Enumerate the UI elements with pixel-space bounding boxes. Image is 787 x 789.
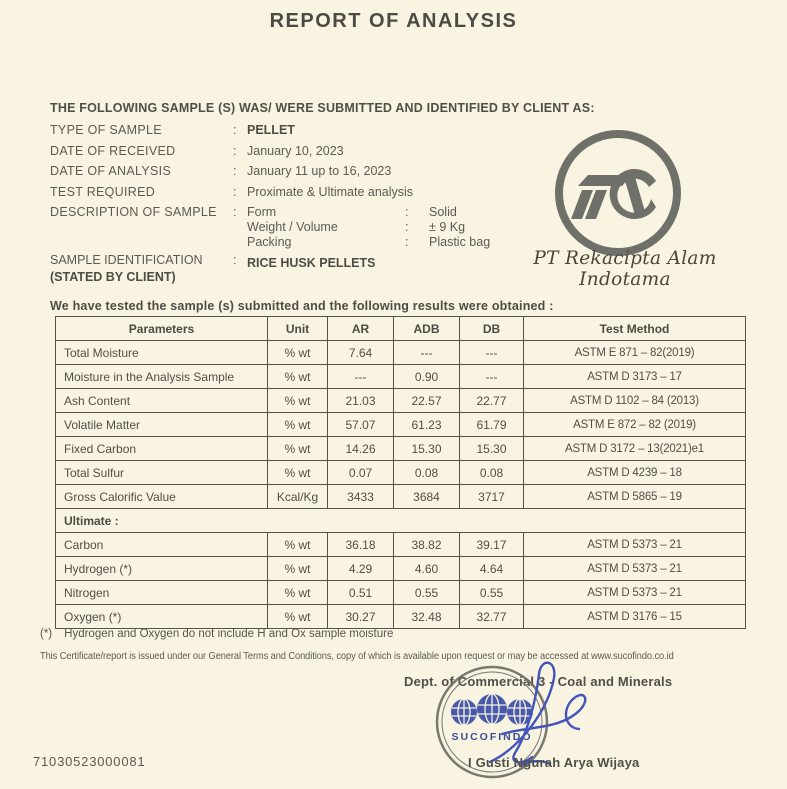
cell-ar: 0.51 xyxy=(328,581,394,605)
cell-param: Hydrogen (*) xyxy=(56,557,268,581)
cell-method: ASTM D 3173 – 17 xyxy=(524,365,746,389)
cell-ar: 14.26 xyxy=(328,437,394,461)
info-label: TYPE OF SAMPLE xyxy=(50,123,162,137)
cell-adb: 0.90 xyxy=(394,365,460,389)
col-header-ar: AR xyxy=(328,317,394,341)
info-row-received xyxy=(50,144,610,159)
cell-param: Ash Content xyxy=(56,389,268,413)
info-label: SAMPLE IDENTIFICATION xyxy=(50,253,203,267)
cell-method: ASTM D 5373 – 21 xyxy=(524,557,746,581)
cell-param: Nitrogen xyxy=(56,581,268,605)
table-row xyxy=(56,581,746,605)
certificate-number: 71030523000081 xyxy=(33,754,146,769)
table-header-row xyxy=(56,317,746,341)
cell-method: ASTM D 3176 – 15 xyxy=(524,605,746,629)
colon: : xyxy=(233,123,237,137)
table-row xyxy=(56,605,746,629)
footnote xyxy=(40,628,393,640)
cell-db: 3717 xyxy=(460,485,524,509)
colon: : xyxy=(405,205,409,219)
desc-value: Solid xyxy=(429,205,457,219)
section-label: Ultimate : xyxy=(56,509,746,533)
info-value: PELLET xyxy=(247,123,295,137)
cell-db: 0.08 xyxy=(460,461,524,485)
info-label: DESCRIPTION OF SAMPLE xyxy=(50,205,217,219)
cell-adb: --- xyxy=(394,341,460,365)
page-title: REPORT OF ANALYSIS xyxy=(269,10,518,32)
cell-unit: Kcal/Kg xyxy=(268,485,328,509)
results-table-body xyxy=(56,341,746,629)
rc-monogram-icon xyxy=(552,127,684,259)
desc-value: Plastic bag xyxy=(429,235,491,249)
cell-unit: % wt xyxy=(268,605,328,629)
table-row xyxy=(56,461,746,485)
cell-unit: % wt xyxy=(268,557,328,581)
info-label: DATE OF RECEIVED xyxy=(50,143,176,158)
col-header-parameters: Parameters xyxy=(56,317,268,341)
table-row xyxy=(56,533,746,557)
table-section-row xyxy=(56,509,746,533)
cell-param: Oxygen (*) xyxy=(56,605,268,629)
cell-param: Gross Calorific Value xyxy=(56,485,268,509)
cell-db: 39.17 xyxy=(460,533,524,557)
cell-db: 61.79 xyxy=(460,413,524,437)
info-label: TEST REQUIRED xyxy=(50,184,156,199)
table-row xyxy=(56,365,746,389)
colon: : xyxy=(405,235,409,249)
cell-ar: 0.07 xyxy=(328,461,394,485)
cell-method: ASTM D 5373 – 21 xyxy=(524,533,746,557)
info-value: January 10, 2023 xyxy=(247,143,344,158)
colon: : xyxy=(233,253,237,267)
results-intro: We have tested the sample (s) submitted and the following results were obtained : xyxy=(50,299,554,313)
intro-line: THE FOLLOWING SAMPLE (S) WAS/ WERE SUBMITTED AND IDENTIFIED BY CLIENT AS: xyxy=(50,101,595,115)
footnote-marker: (*) xyxy=(40,628,53,640)
terms-line: This Certificate/report is issued under our General Terms and Conditions, copy of which is available upon request or may be accessed at www.sucofindo.co.id xyxy=(40,651,674,662)
info-value: January 11 up to 16, 2023 xyxy=(247,164,392,178)
cell-unit: % wt xyxy=(268,581,328,605)
colon: : xyxy=(405,220,409,234)
cell-adb: 61.23 xyxy=(394,413,460,437)
table-row xyxy=(56,437,746,461)
info-value: RICE HUSK PELLETS xyxy=(247,256,376,270)
info-row-type xyxy=(50,123,610,138)
cell-method: ASTM D 4239 – 18 xyxy=(524,461,746,485)
colon: : xyxy=(233,143,237,158)
cell-method: ASTM D 5373 – 21 xyxy=(524,581,746,605)
cell-method: ASTM D 1102 – 84 (2013) xyxy=(524,389,746,413)
cell-param: Total Moisture xyxy=(56,341,268,365)
col-header-test-method: Test Method xyxy=(524,317,746,341)
cell-unit: % wt xyxy=(268,437,328,461)
results-table xyxy=(55,316,746,629)
cell-ar: 21.03 xyxy=(328,389,394,413)
cell-param: Moisture in the Analysis Sample xyxy=(56,365,268,389)
info-row-test-required xyxy=(50,185,610,200)
identification-labels xyxy=(50,253,233,285)
cell-method: ASTM D 3172 – 13(2021)e1 xyxy=(524,437,746,461)
cell-adb: 38.82 xyxy=(394,533,460,557)
table-row xyxy=(56,557,746,581)
cell-param: Volatile Matter xyxy=(56,413,268,437)
cell-db: 4.64 xyxy=(460,557,524,581)
cell-db: --- xyxy=(460,365,524,389)
cell-method: ASTM E 872 – 82 (2019) xyxy=(524,413,746,437)
signer-name: I Gusti Ngurah Arya Wijaya xyxy=(468,755,640,770)
cell-adb: 0.55 xyxy=(394,581,460,605)
cell-ar: 3433 xyxy=(328,485,394,509)
cell-ar: --- xyxy=(328,365,394,389)
desc-value: ± 9 Kg xyxy=(429,220,466,234)
cell-adb: 15.30 xyxy=(394,437,460,461)
colon: : xyxy=(233,205,237,219)
col-header-adb: ADB xyxy=(394,317,460,341)
cell-ar: 57.07 xyxy=(328,413,394,437)
cell-db: 22.77 xyxy=(460,389,524,413)
col-header-unit: Unit xyxy=(268,317,328,341)
cell-adb: 22.57 xyxy=(394,389,460,413)
info-row-description xyxy=(50,205,610,250)
table-row xyxy=(56,485,746,509)
cell-adb: 0.08 xyxy=(394,461,460,485)
company-name: PT Rekacipta Alam Indotama xyxy=(533,248,717,290)
cell-param: Fixed Carbon xyxy=(56,437,268,461)
department-line: Dept. of Commercial 3 - Coal and Minerals xyxy=(404,674,673,689)
desc-name: Weight / Volume xyxy=(247,220,338,234)
table-row xyxy=(56,413,746,437)
desc-name: Form xyxy=(247,205,277,219)
info-sublabel: (STATED BY CLIENT) xyxy=(50,270,176,284)
cell-unit: % wt xyxy=(268,461,328,485)
cell-param: Carbon xyxy=(56,533,268,557)
cell-db: 32.77 xyxy=(460,605,524,629)
cell-adb: 32.48 xyxy=(394,605,460,629)
cell-ar: 36.18 xyxy=(328,533,394,557)
company-logo xyxy=(552,127,684,259)
cell-unit: % wt xyxy=(268,341,328,365)
info-row-analysis xyxy=(50,164,610,179)
colon: : xyxy=(233,184,237,199)
desc-name: Packing xyxy=(247,235,292,249)
cell-ar: 30.27 xyxy=(328,605,394,629)
cell-unit: % wt xyxy=(268,533,328,557)
cell-unit: % wt xyxy=(268,413,328,437)
info-label: DATE OF ANALYSIS xyxy=(50,164,172,178)
cell-db: 15.30 xyxy=(460,437,524,461)
cell-param: Total Sulfur xyxy=(56,461,268,485)
footnote-text: Hydrogen and Oxygen do not include H and Ox sample moisture xyxy=(64,628,394,640)
cell-ar: 7.64 xyxy=(328,341,394,365)
col-header-db: DB xyxy=(460,317,524,341)
cell-unit: % wt xyxy=(268,365,328,389)
cell-adb: 3684 xyxy=(394,485,460,509)
cell-method: ASTM E 871 – 82(2019) xyxy=(524,341,746,365)
cell-unit: % wt xyxy=(268,389,328,413)
cell-db: --- xyxy=(460,341,524,365)
cell-adb: 4.60 xyxy=(394,557,460,581)
stamp-text: SUCOFINDO xyxy=(451,731,533,743)
cell-ar: 4.29 xyxy=(328,557,394,581)
cell-method: ASTM D 5865 – 19 xyxy=(524,485,746,509)
table-row xyxy=(56,341,746,365)
colon: : xyxy=(233,164,237,178)
info-value: Proximate & Ultimate analysis xyxy=(247,184,414,199)
table-row xyxy=(56,389,746,413)
cell-db: 0.55 xyxy=(460,581,524,605)
